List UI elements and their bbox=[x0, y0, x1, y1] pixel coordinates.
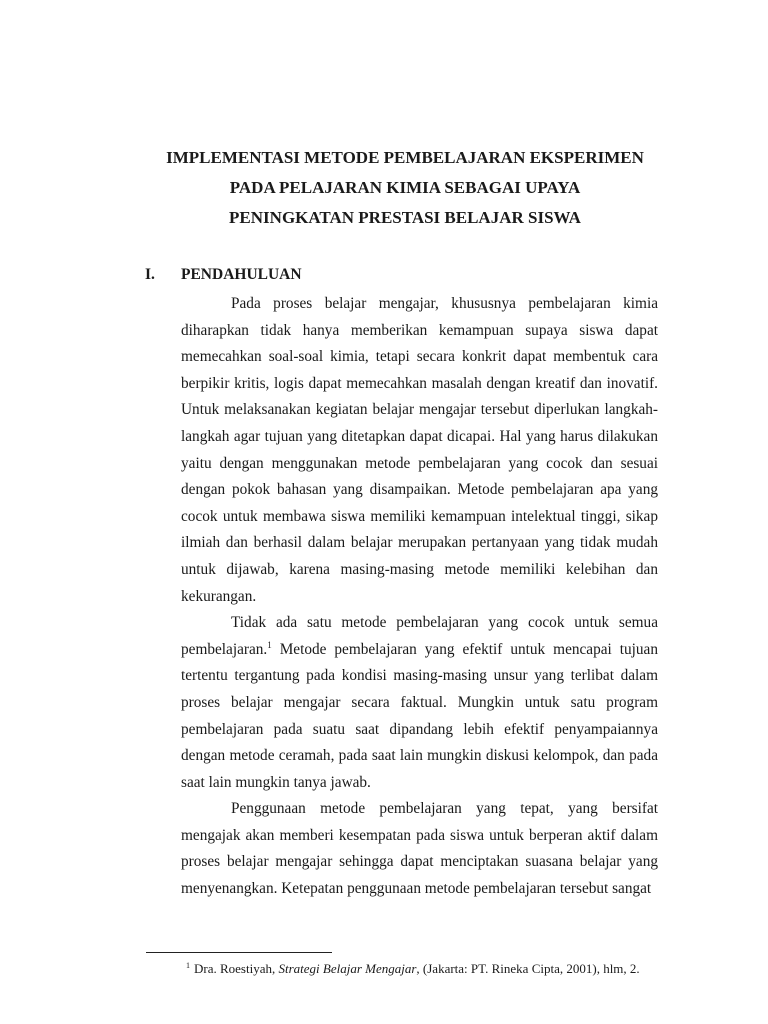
paragraph-2 bbox=[181, 610, 658, 796]
footnote-number: 1 bbox=[186, 961, 190, 970]
body-text bbox=[181, 291, 658, 903]
title-line-2: PADA PELAJARAN KIMIA SEBAGAI UPAYA bbox=[229, 178, 581, 197]
footnote-divider bbox=[146, 952, 332, 953]
footnote-author: Dra. Roestiyah, bbox=[194, 961, 279, 976]
footnote-book-title: Strategi Belajar Mengajar bbox=[278, 961, 417, 976]
section-title: PENDAHULUAN bbox=[181, 266, 302, 283]
paragraph-2-start: Tidak ada satu metode pembelajaran yang cocok untuk semua pembelajaran. bbox=[181, 614, 658, 658]
paragraph-3: Penggunaan metode pembelajaran yang tepat, yang bersifat mengajak akan memberi kesempatan pada siswa untuk berperan aktif dalam proses belajar mengajar sehingga dapat menciptakan suasana belajar yang menyenangkan. Ketepatan penggunaan metode pembelajaran tersebut sangat bbox=[181, 800, 658, 898]
paragraph-1: Pada proses belajar mengajar, khususnya pembelajaran kimia diharapkan tidak hanya memberikan kemampuan supaya siswa dapat memecahkan soal-soal kimia, tetapi secara konkrit dapat membentuk cara berpikir kritis, logis dapat memecahkan masalah dengan kreatif dan inovatif. Untuk melaksanakan kegiatan belajar mengajar tersebut diperlukan langkah-langkah agar tujuan yang ditetapkan dapat dicapai. Hal yang harus dilakukan yaitu dengan menggunakan metode pembelajaran yang cocok dan sesuai dengan pokok bahasan yang disampaikan. Metode pembelajaran apa yang cocok untuk membawa siswa memiliki kemampuan intelektual tinggi, sikap ilmiah dan berhasil dalam belajar merupakan pertanyaan yang tidak mudah untuk dijawab, karena masing-masing metode memiliki kelebihan dan kekurangan. bbox=[181, 295, 658, 605]
title-line-1: IMPLEMENTASI METODE PEMBELAJARAN EKSPERIMEN bbox=[166, 148, 644, 167]
section-number: I. bbox=[145, 266, 155, 283]
footnote-publication: , (Jakarta: PT. Rineka Cipta, 2001), hlm, 2. bbox=[416, 961, 640, 976]
footnote bbox=[186, 961, 640, 977]
footnote-reference: 1 bbox=[267, 639, 272, 650]
document-title bbox=[130, 143, 680, 233]
title-line-3: PENINGKATAN PRESTASI BELAJAR SISWA bbox=[229, 208, 581, 227]
paragraph-2-rest: Metode pembelajaran yang efektif untuk mencapai tujuan tertentu tergantung pada kondisi masing-masing unsur yang terlibat dalam proses belajar mengajar secara faktual. Mungkin untuk satu program pembelajaran pada suatu saat dipandang lebih efektif penyampaiannya dengan metode ceramah, pada saat lain mungkin diskusi kelompok, dan pada saat lain mungkin tanya jawab. bbox=[181, 640, 658, 791]
